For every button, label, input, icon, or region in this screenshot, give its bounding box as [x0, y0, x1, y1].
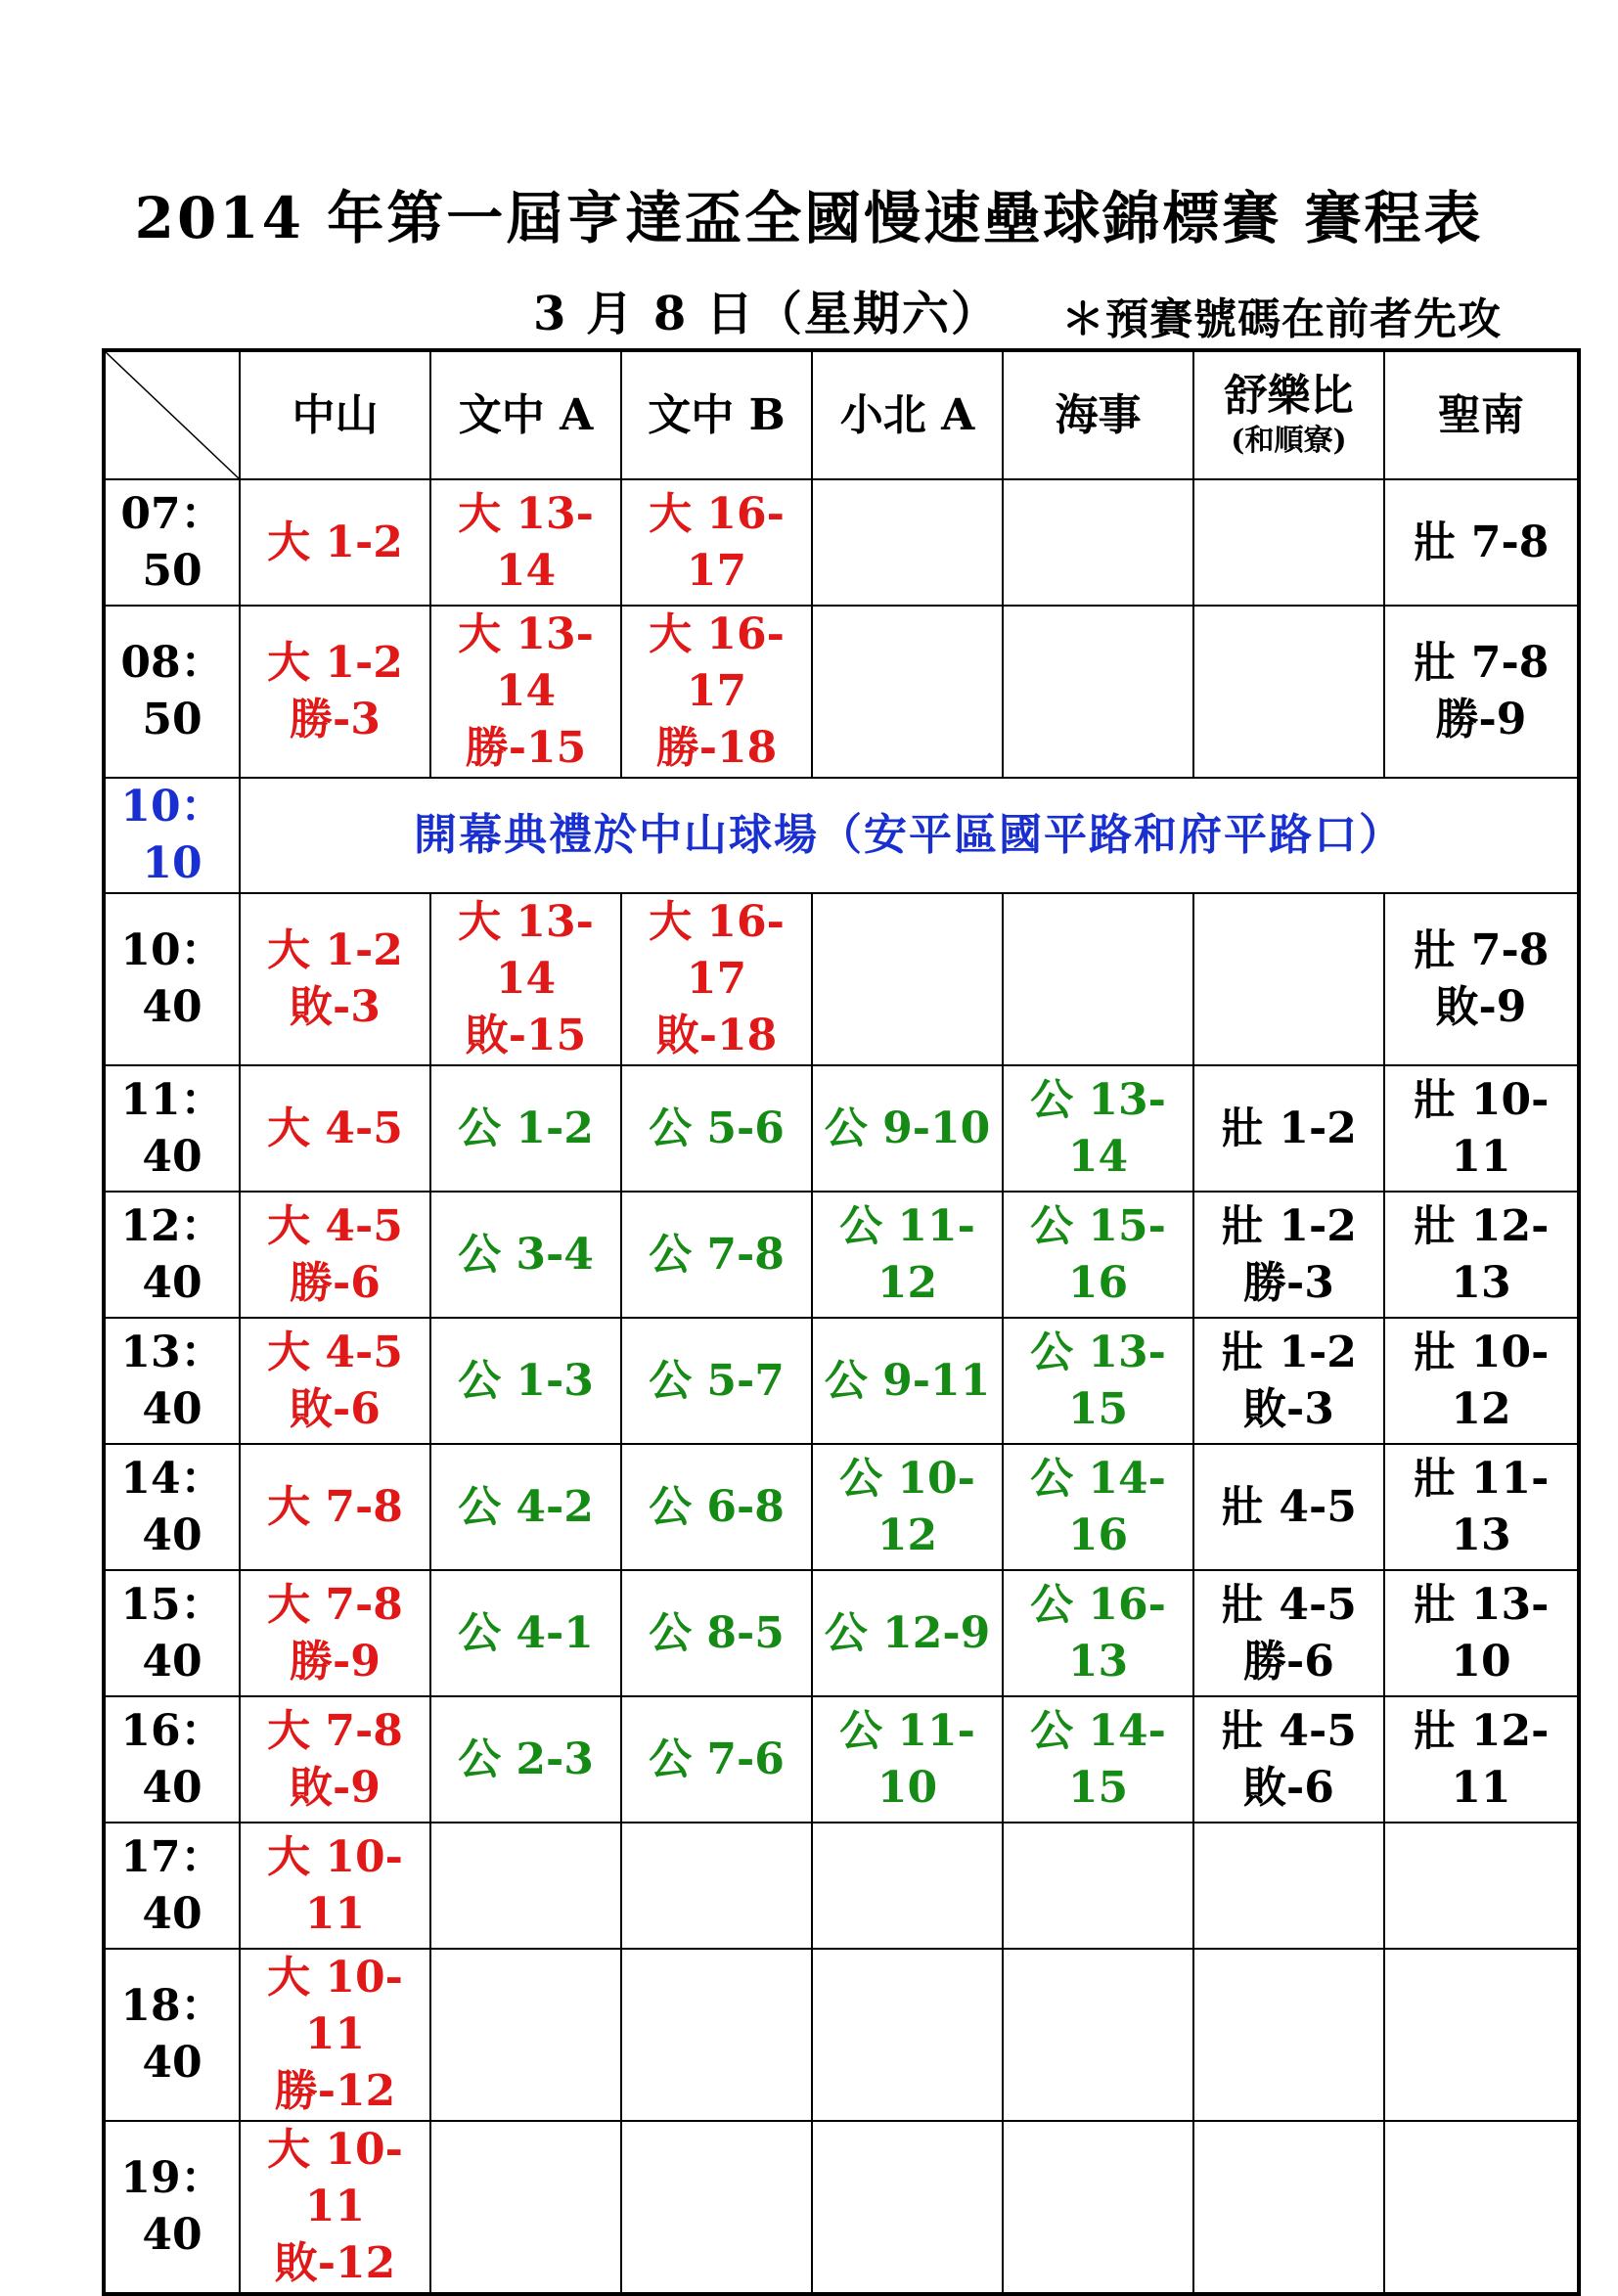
- game-cell: [430, 1949, 621, 2121]
- game-label: 壯 12-13: [1413, 1200, 1550, 1308]
- game-cell: [812, 1696, 1003, 1823]
- game-label: 公 4-2: [458, 1481, 594, 1532]
- schedule-note: ＊預賽號碼在前者先攻: [1061, 294, 1502, 344]
- column-header-shulebi: 舒樂比 (和順寮): [1193, 350, 1384, 479]
- game-label: 壯 10-12: [1413, 1327, 1550, 1434]
- game-label: 壯 1-2: [1221, 1200, 1357, 1251]
- time-cell: 16：40: [104, 1696, 240, 1823]
- game-cell: [430, 479, 621, 606]
- game-label: 大 4-5: [267, 1327, 403, 1377]
- game-cell: [1003, 1823, 1193, 1949]
- game-cell: [621, 893, 812, 1065]
- game-label: 公 9-11: [824, 1355, 991, 1406]
- game-cell: [1384, 1570, 1579, 1696]
- game-cell: [1193, 1065, 1384, 1192]
- game-result-label: 勝-12: [274, 2066, 396, 2116]
- game-cell: [240, 1192, 430, 1318]
- game-cell: [240, 1949, 430, 2121]
- game-result-label: 勝-3: [1243, 1257, 1334, 1308]
- game-cell: [1193, 1318, 1384, 1444]
- game-label: 大 16-17: [649, 897, 785, 1004]
- game-cell: [1193, 1192, 1384, 1318]
- game-result-label: 勝-9: [1435, 695, 1527, 744]
- game-result-label: 敗-9: [290, 1762, 381, 1813]
- game-label: 公 15-16: [1030, 1200, 1166, 1308]
- diagonal-line: [106, 352, 239, 478]
- game-cell: [621, 1570, 812, 1696]
- game-label: 壯 4-5: [1221, 1579, 1357, 1630]
- game-cell: [1193, 1570, 1384, 1696]
- game-label: 大 7-8: [267, 1579, 403, 1630]
- game-label: 壯 4-5: [1221, 1481, 1357, 1532]
- time-cell: 13：40: [104, 1318, 240, 1444]
- page-title: 2014 年第一屆亨達盃全國慢速壘球錦標賽 賽程表: [134, 185, 1484, 251]
- schedule-row: [104, 1318, 1579, 1444]
- game-label: 公 13-14: [1030, 1074, 1166, 1182]
- game-cell: [1003, 1318, 1193, 1444]
- time-cell: 07：50: [104, 479, 240, 606]
- game-cell: [812, 606, 1003, 778]
- column-header-xiaobei-a: 小北 A: [812, 350, 1003, 479]
- schedule-row: [104, 1570, 1579, 1696]
- game-cell: [1193, 893, 1384, 1065]
- header-row: [104, 350, 1579, 479]
- game-cell: [812, 1570, 1003, 1696]
- schedule-row: [104, 479, 1579, 606]
- game-cell: [430, 2121, 621, 2294]
- time-cell: 08：50: [104, 606, 240, 778]
- game-label: 公 10-12: [839, 1453, 975, 1560]
- game-cell: [1384, 893, 1579, 1065]
- game-cell: [430, 1444, 621, 1570]
- game-cell: [240, 2121, 430, 2294]
- game-label: 公 7-6: [649, 1733, 785, 1784]
- schedule-row: [104, 606, 1579, 778]
- game-cell: [1003, 1570, 1193, 1696]
- game-label: 公 13-15: [1030, 1327, 1166, 1434]
- game-cell: [1384, 1696, 1579, 1823]
- game-cell: [430, 893, 621, 1065]
- game-label: 大 1-2: [267, 638, 403, 688]
- game-label: 大 4-5: [267, 1200, 403, 1251]
- game-cell: [812, 1949, 1003, 2121]
- game-cell: [812, 479, 1003, 606]
- game-cell: [621, 479, 812, 606]
- time-cell: 12：40: [104, 1192, 240, 1318]
- game-label: 壯 4-5: [1221, 1705, 1357, 1756]
- game-cell: [621, 1444, 812, 1570]
- game-label: 公 12-9: [824, 1607, 991, 1658]
- game-cell: [812, 2121, 1003, 2294]
- game-cell: [812, 1065, 1003, 1192]
- time-cell: 10：40: [104, 893, 240, 1065]
- time-cell: 10：10: [104, 778, 240, 893]
- schedule-row: [104, 1949, 1579, 2121]
- game-result-label: 敗-15: [465, 1011, 587, 1060]
- game-cell: [430, 1192, 621, 1318]
- game-label: 公 5-7: [649, 1355, 785, 1406]
- game-label: 大 10-11: [267, 1831, 403, 1939]
- game-label: 大 7-8: [267, 1705, 403, 1756]
- game-cell: [1193, 2121, 1384, 2294]
- game-label: 大 13-14: [458, 488, 594, 596]
- time-cell: 19：40: [104, 2121, 240, 2294]
- game-cell: [1003, 893, 1193, 1065]
- schedule-date: 3 月 8 日（星期六）: [533, 287, 1000, 341]
- corner-cell: [104, 350, 240, 479]
- game-label: 公 1-3: [458, 1355, 594, 1406]
- game-label: 公 4-1: [458, 1607, 594, 1658]
- game-cell: [240, 1318, 430, 1444]
- game-cell: [240, 479, 430, 606]
- game-cell: [812, 893, 1003, 1065]
- schedule-row: [104, 1823, 1579, 1949]
- game-cell: [430, 1570, 621, 1696]
- game-cell: [430, 606, 621, 778]
- game-cell: [1384, 606, 1579, 778]
- game-cell: [1384, 1444, 1579, 1570]
- game-cell: [1193, 1949, 1384, 2121]
- game-result-label: 敗-18: [655, 1011, 778, 1060]
- schedule-row: [104, 1192, 1579, 1318]
- game-cell: [812, 1823, 1003, 1949]
- game-cell: [1193, 1696, 1384, 1823]
- game-label: 公 16-13: [1030, 1579, 1166, 1687]
- game-cell: [621, 2121, 812, 2294]
- game-cell: [1003, 1192, 1193, 1318]
- schedule-row: [104, 893, 1579, 1065]
- game-label: 壯 12-11: [1413, 1705, 1550, 1813]
- schedule-row: [104, 778, 1579, 893]
- game-label: 大 10-11: [267, 2125, 403, 2231]
- schedule-table: [102, 348, 1581, 2296]
- game-label: 壯 1-2: [1221, 1103, 1357, 1153]
- column-header-wenzhong-a: 文中 A: [430, 350, 621, 479]
- game-cell: [240, 1696, 430, 1823]
- game-label: 公 1-2: [458, 1103, 594, 1153]
- game-cell: [1384, 1823, 1579, 1949]
- game-cell: [1003, 479, 1193, 606]
- game-cell: [240, 1823, 430, 1949]
- game-cell: [430, 1318, 621, 1444]
- game-cell: [1003, 2121, 1193, 2294]
- game-result-label: 敗-12: [274, 2238, 396, 2288]
- game-cell: [1193, 1444, 1384, 1570]
- game-cell: [1193, 606, 1384, 778]
- game-result-label: 敗-9: [1435, 982, 1527, 1032]
- game-cell: [621, 1065, 812, 1192]
- game-label: 壯 1-2: [1221, 1327, 1357, 1377]
- game-cell: [621, 1823, 812, 1949]
- game-label: 公 7-8: [649, 1229, 785, 1280]
- schedule-row: [104, 2121, 1579, 2294]
- time-cell: 18：40: [104, 1949, 240, 2121]
- game-cell: [240, 1570, 430, 1696]
- schedule-row: [104, 1065, 1579, 1192]
- game-result-label: 敗-3: [1243, 1383, 1334, 1434]
- game-cell: [621, 1949, 812, 2121]
- game-label: 公 2-3: [458, 1733, 594, 1784]
- game-result-label: 勝-3: [290, 695, 381, 744]
- game-result-label: 勝-6: [290, 1257, 381, 1308]
- game-cell: [240, 1065, 430, 1192]
- game-label: 大 10-11: [267, 1953, 403, 2059]
- schedule-row: [104, 1696, 1579, 1823]
- column-header-shengnan: 聖南: [1384, 350, 1579, 479]
- game-cell: [812, 1192, 1003, 1318]
- game-label: 大 13-14: [458, 609, 594, 716]
- game-cell: [1003, 606, 1193, 778]
- game-label: 壯 7-8: [1413, 517, 1550, 567]
- game-label: 大 1-2: [267, 517, 403, 567]
- game-label: 公 14-15: [1030, 1705, 1166, 1813]
- game-label: 大 1-2: [267, 925, 403, 975]
- game-result-label: 勝-15: [465, 723, 587, 773]
- game-cell: [812, 1318, 1003, 1444]
- game-label: 壯 7-8: [1413, 638, 1550, 688]
- game-label: 公 3-4: [458, 1229, 594, 1280]
- game-label: 公 11-10: [839, 1705, 975, 1813]
- game-label: 壯 11-13: [1413, 1453, 1550, 1560]
- game-label: 大 7-8: [267, 1481, 403, 1532]
- game-cell: [1003, 1444, 1193, 1570]
- game-label: 公 8-5: [649, 1607, 785, 1658]
- column-header-haishi: 海事: [1003, 350, 1193, 479]
- game-label: 大 13-14: [458, 897, 594, 1004]
- game-label: 公 9-10: [824, 1103, 991, 1153]
- game-cell: [240, 606, 430, 778]
- game-result-label: 勝-9: [290, 1636, 381, 1687]
- game-cell: [240, 1444, 430, 1570]
- game-cell: [621, 1192, 812, 1318]
- game-cell: [1193, 1823, 1384, 1949]
- game-result-label: 勝-6: [1243, 1636, 1334, 1687]
- opening-ceremony-cell: 開幕典禮於中山球場（安平區國平路和府平路口）: [240, 778, 1579, 893]
- game-label: 公 11-12: [839, 1200, 975, 1308]
- game-label: 公 5-6: [649, 1103, 785, 1153]
- game-cell: [1384, 1318, 1579, 1444]
- game-cell: [1384, 1065, 1579, 1192]
- time-cell: 14：40: [104, 1444, 240, 1570]
- time-cell: 11：40: [104, 1065, 240, 1192]
- game-label: 大 16-17: [649, 488, 785, 596]
- game-cell: [621, 1318, 812, 1444]
- schedule-row: [104, 1444, 1579, 1570]
- game-label: 壯 13-10: [1413, 1579, 1550, 1687]
- game-result-label: 敗-3: [290, 982, 381, 1032]
- game-result-label: 敗-6: [290, 1383, 381, 1434]
- game-cell: [1384, 479, 1579, 606]
- game-cell: [1384, 1192, 1579, 1318]
- game-label: 壯 7-8: [1413, 925, 1550, 975]
- game-cell: [621, 606, 812, 778]
- game-result-label: 敗-6: [1243, 1762, 1334, 1813]
- column-header-zhongshan: 中山: [240, 350, 430, 479]
- column-subheader-heshunliao: (和順寮): [1231, 423, 1347, 458]
- game-label: 公 6-8: [649, 1481, 785, 1532]
- game-cell: [430, 1696, 621, 1823]
- time-cell: 17：40: [104, 1823, 240, 1949]
- game-cell: [240, 893, 430, 1065]
- game-cell: [1003, 1065, 1193, 1192]
- game-cell: [1003, 1949, 1193, 2121]
- game-cell: [430, 1823, 621, 1949]
- game-cell: [1003, 1696, 1193, 1823]
- game-label: 公 14-16: [1030, 1453, 1166, 1560]
- game-cell: [1384, 1949, 1579, 2121]
- time-cell: 15：40: [104, 1570, 240, 1696]
- game-cell: [1193, 479, 1384, 606]
- column-header-wenzhong-b: 文中 B: [621, 350, 812, 479]
- game-cell: [621, 1696, 812, 1823]
- game-label: 大 4-5: [267, 1103, 403, 1153]
- game-label: 大 16-17: [649, 609, 785, 716]
- game-result-label: 勝-18: [655, 723, 778, 773]
- game-cell: [1384, 2121, 1579, 2294]
- game-cell: [430, 1065, 621, 1192]
- game-cell: [812, 1444, 1003, 1570]
- game-label: 壯 10-11: [1413, 1074, 1550, 1182]
